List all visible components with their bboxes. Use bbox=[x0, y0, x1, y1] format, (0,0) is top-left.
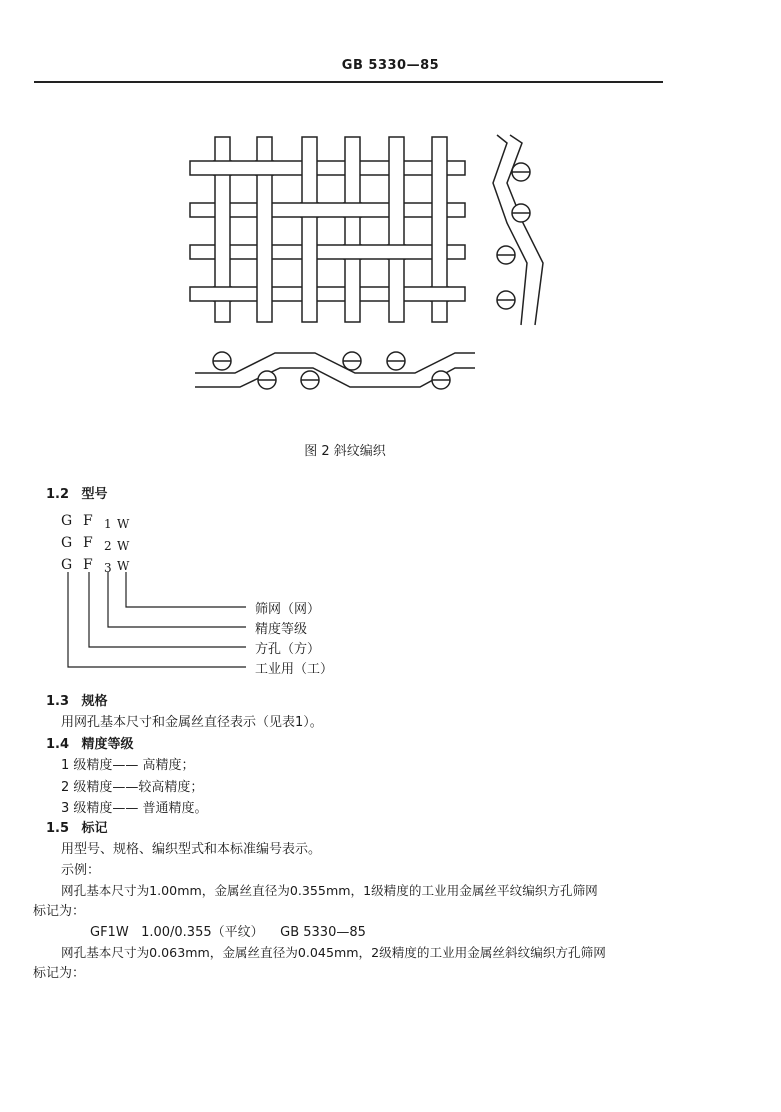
horizontal-wire bbox=[190, 203, 465, 217]
code-w-2: W bbox=[117, 539, 130, 553]
code-w-3: W bbox=[117, 559, 130, 573]
horizontal-wire bbox=[190, 245, 465, 259]
accuracy-item-2: 2 级精度——较高精度； bbox=[61, 780, 204, 795]
section-1-3-text: 用网孔基本尺寸和金属丝直径表示（见表1）。 bbox=[61, 715, 323, 730]
section-title: 精度等级 bbox=[81, 737, 134, 752]
section-1-4-heading bbox=[46, 733, 133, 752]
code-n-3: 3 bbox=[104, 561, 112, 575]
code-f-1: F bbox=[83, 513, 93, 529]
section-title: 标记 bbox=[81, 821, 108, 836]
vertical-wire bbox=[389, 137, 404, 322]
label-square-hole: 方孔（方） bbox=[255, 642, 321, 657]
example-1-line-2: 标记为： bbox=[33, 904, 86, 919]
code-leader-lines bbox=[60, 570, 260, 670]
code-n-1: 1 bbox=[104, 517, 112, 531]
example-1-mark: GF1W 1.00/0.355（平纹） GB 5330—85 bbox=[90, 925, 366, 940]
label-industrial: 工业用（工） bbox=[255, 662, 334, 677]
section-1-3-heading bbox=[46, 690, 107, 709]
example-1-line-1: 网孔基本尺寸为1.00mm，金属丝直径为0.355mm，1级精度的工业用金属丝平纹编织方孔筛网 bbox=[61, 883, 598, 898]
accuracy-item-1: 1 级精度—— 高精度； bbox=[61, 758, 195, 773]
section-number: 1.2 bbox=[46, 487, 70, 502]
vertical-wire bbox=[345, 137, 360, 322]
example-2-line-2: 标记为： bbox=[33, 966, 86, 981]
example-2-line-1: 网孔基本尺寸为0.063mm，金属丝直径为0.045mm，2级精度的工业用金属丝斜纹编织方孔筛网 bbox=[61, 945, 606, 960]
code-g-1: G bbox=[61, 513, 73, 529]
vertical-wire bbox=[302, 137, 317, 322]
label-screen-mesh: 筛网（网） bbox=[255, 602, 321, 617]
section-title: 规格 bbox=[81, 694, 108, 709]
code-w-1: W bbox=[117, 517, 130, 531]
code-f-3: F bbox=[83, 557, 93, 573]
section-1-5-heading bbox=[46, 817, 107, 836]
code-g-3: G bbox=[61, 557, 73, 573]
section-number: 1.4 bbox=[46, 737, 70, 752]
example-label: 示例： bbox=[61, 863, 101, 878]
standard-number-header: GB 5330—85 bbox=[341, 58, 440, 73]
section-title: 型号 bbox=[81, 487, 108, 502]
header-rule bbox=[34, 81, 663, 83]
section-1-5-text: 用型号、规格、编织型式和本标准编号表示。 bbox=[61, 842, 322, 857]
code-g-2: G bbox=[61, 535, 73, 551]
accuracy-item-3: 3 级精度—— 普通精度。 bbox=[61, 801, 208, 816]
label-accuracy-grade: 精度等级 bbox=[255, 622, 308, 637]
section-1-2-heading bbox=[46, 483, 107, 502]
figure-caption: 图 2 斜纹编织 bbox=[304, 444, 386, 459]
code-f-2: F bbox=[83, 535, 93, 551]
code-n-2: 2 bbox=[104, 539, 112, 553]
section-number: 1.3 bbox=[46, 694, 70, 709]
twill-weave-figure bbox=[185, 125, 555, 415]
section-number: 1.5 bbox=[46, 821, 70, 836]
